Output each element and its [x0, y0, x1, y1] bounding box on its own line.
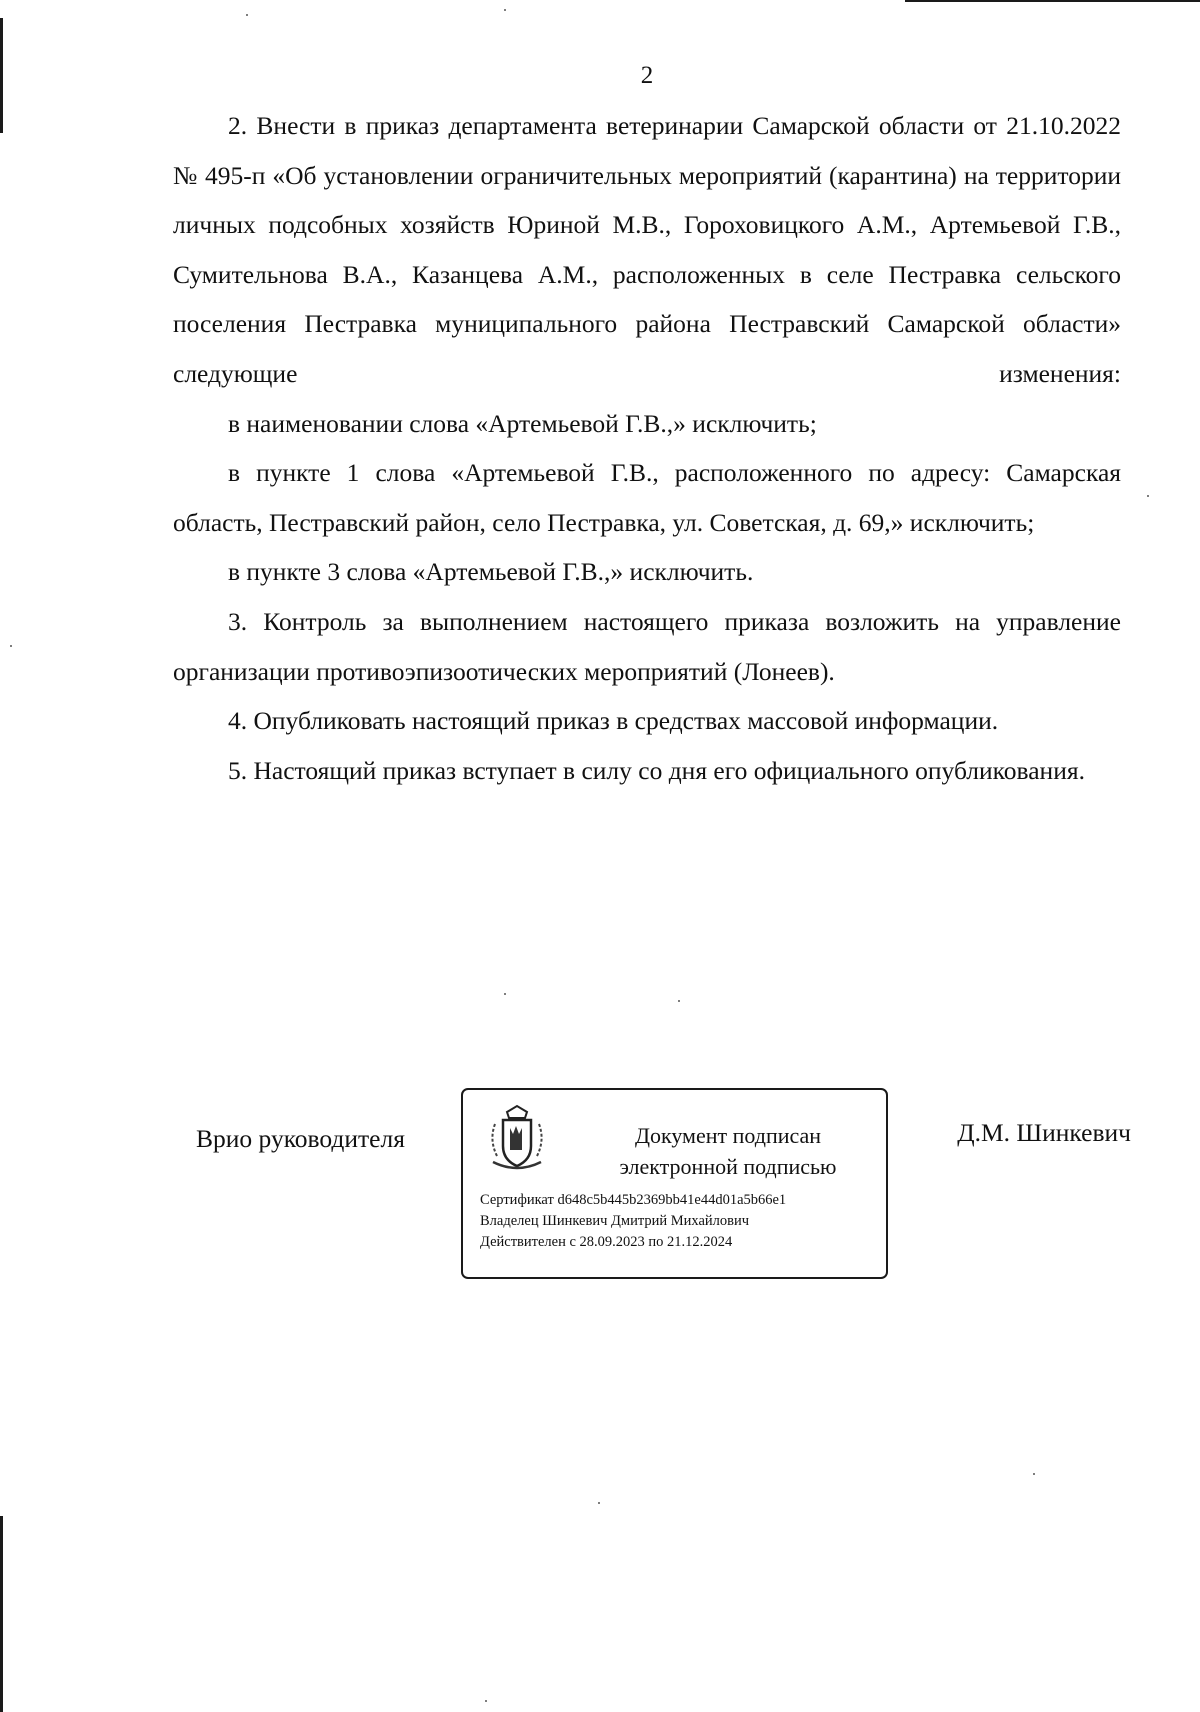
samara-region-coat-of-arms-icon	[485, 1104, 549, 1176]
stamp-owner: Владелец Шинкевич Дмитрий Михайлович	[480, 1213, 750, 1229]
page-number: 2	[640, 62, 654, 89]
scan-speck	[504, 993, 506, 995]
stamp-validity: Действителен с 28.09.2023 по 21.12.2024	[480, 1234, 733, 1250]
scan-speck	[504, 9, 506, 11]
paragraph-item-5: 5. Настоящий приказ вступает в силу со дня его официального опубликования.	[228, 755, 1085, 785]
scan-speck	[678, 1000, 680, 1002]
scan-edge-left-bottom	[0, 1516, 3, 1712]
document-body	[173, 101, 1121, 795]
stamp-heading-line-1: Документ подписан	[634, 1123, 822, 1148]
scan-speck	[10, 645, 12, 647]
paragraph-amendment-point-1: в пункте 1 слова «Артемьевой Г.В., расположенного по адресу: Самарская область, Пестравский район, село Пестравка, ул. Советская, д. 69,» исключить;	[173, 458, 1121, 537]
paragraph-item-2: 2. Внести в приказ департамента ветеринарии Самарской области от 21.10.2022 № 495-п «Об установлении ограничительных мероприятий (карантина) на территории личных подсобных хозяйств Юриной М.В., Гороховицкого А.М., Артемьевой Г.В., Сумительнова В.А., Казанцева А.М., расположенных в селе Пестравка сельского поселения Пестравка муниципального района Пестравский Самарской области» следующие изменения:	[173, 111, 1121, 388]
scan-edge-top-right	[905, 0, 1200, 2]
signer-position-title: Врио руководителя	[196, 1124, 405, 1153]
scan-speck	[1033, 1473, 1035, 1475]
stamp-heading-line-2: электронной подписью	[619, 1154, 837, 1179]
electronic-signature-stamp	[461, 1088, 888, 1279]
scan-speck	[598, 1502, 600, 1504]
stamp-heading	[578, 1120, 878, 1182]
scan-speck	[485, 1700, 487, 1702]
stamp-certificate: Сертификат d648c5b445b2369bb41e44d01a5b66e1	[480, 1192, 787, 1208]
paragraph-amendment-title: в наименовании слова «Артемьевой Г.В.,» исключить;	[228, 408, 817, 438]
paragraph-item-3: 3. Контроль за выполнением настоящего приказа возложить на управление организации противоэпизоотических мероприятий (Лонеев).	[173, 606, 1121, 686]
stamp-certificate-details	[480, 1190, 786, 1253]
paragraph-amendment-point-3: в пункте 3 слова «Артемьевой Г.В.,» исключить.	[228, 557, 754, 587]
scan-speck	[1147, 495, 1149, 497]
signer-name: Д.М. Шинкевич	[957, 1118, 1131, 1147]
scan-speck	[246, 14, 248, 16]
paragraph-item-4: 4. Опубликовать настоящий приказ в средствах массовой информации.	[228, 706, 999, 736]
